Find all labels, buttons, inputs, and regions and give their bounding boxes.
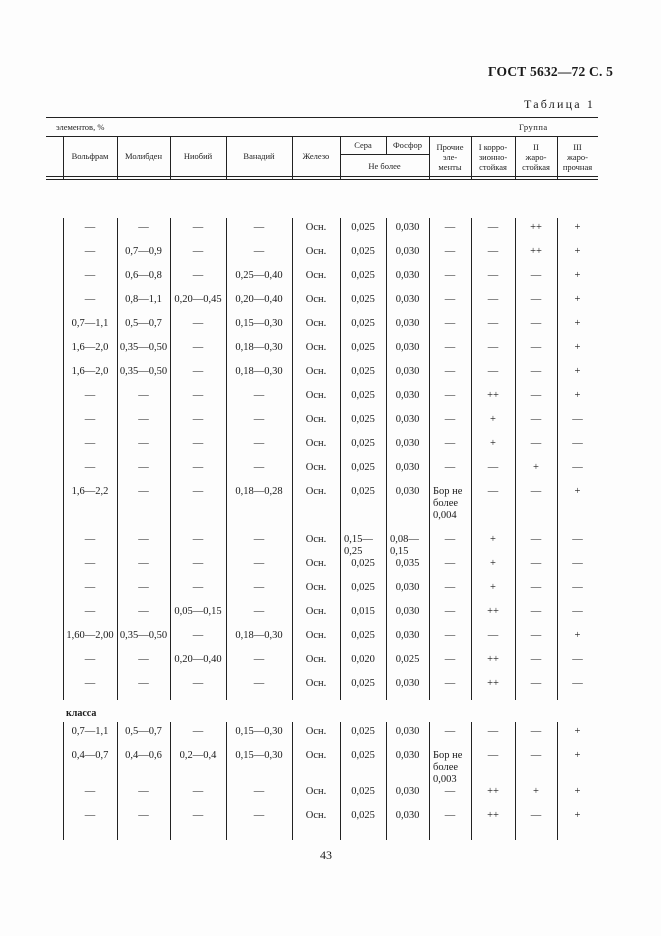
cell-other: — bbox=[444, 558, 456, 569]
cell-w: 1,60—2,00 bbox=[66, 630, 114, 641]
cell-nb: — bbox=[192, 414, 204, 425]
col-group-1: I корро- зионно- стойкая bbox=[478, 142, 508, 172]
cell-s: 0,025 bbox=[351, 366, 375, 377]
cell-fe: Осн. bbox=[305, 438, 327, 449]
cell-g1: ++ bbox=[487, 810, 499, 821]
cell-s: 0,025 bbox=[351, 222, 375, 233]
cell-p: 0,030 bbox=[395, 630, 420, 641]
cell-g1: ++ bbox=[487, 390, 499, 401]
cell-mo: 0,4—0,6 bbox=[125, 750, 162, 761]
cell-nb: — bbox=[192, 390, 204, 401]
cell-g3: — bbox=[572, 534, 583, 545]
cell-nb: — bbox=[192, 558, 204, 569]
cell-g2: — bbox=[530, 654, 542, 665]
cell-v: — bbox=[253, 438, 265, 449]
cell-w: — bbox=[84, 270, 96, 281]
cell-v: — bbox=[253, 654, 265, 665]
cell-other: — bbox=[444, 390, 456, 401]
cell-v: 0,18—0,30 bbox=[235, 366, 283, 377]
cell-fe: Осн. bbox=[305, 294, 327, 305]
col-sulfur: Сера bbox=[354, 140, 372, 150]
cell-g3: — bbox=[572, 606, 583, 617]
cell-p: 0,030 bbox=[395, 486, 420, 497]
cell-g1: — bbox=[487, 294, 499, 305]
cell-other: — bbox=[444, 654, 456, 665]
cell-p: 0,030 bbox=[395, 786, 420, 797]
cell-s: 0,025 bbox=[351, 678, 375, 689]
cell-nb: 0,20—0,45 bbox=[174, 294, 222, 305]
cell-g2: — bbox=[530, 294, 542, 305]
cell-g3: + bbox=[574, 318, 581, 329]
cell-w: 0,4—0,7 bbox=[71, 750, 109, 761]
cell-w: 1,6—2,0 bbox=[71, 366, 109, 377]
cell-w: — bbox=[84, 810, 96, 821]
cell-g2: — bbox=[530, 366, 542, 377]
cell-other: — bbox=[444, 318, 456, 329]
cell-p: 0,030 bbox=[395, 366, 420, 377]
cell-other: — bbox=[444, 366, 456, 377]
cell-g1: ++ bbox=[487, 606, 499, 617]
cell-g2: — bbox=[530, 750, 542, 761]
cell-w: 1,6—2,0 bbox=[71, 342, 109, 353]
cell-nb: 0,20—0,40 bbox=[174, 654, 222, 665]
cell-mo: — bbox=[138, 678, 149, 689]
cell-w: — bbox=[84, 534, 96, 545]
cell-fe: Осн. bbox=[305, 462, 327, 473]
cell-fe: Осн. bbox=[305, 342, 327, 353]
cell-g1: — bbox=[487, 750, 499, 761]
cell-g3: — bbox=[572, 462, 583, 473]
cell-g2: — bbox=[530, 678, 542, 689]
cell-nb: 0,05—0,15 bbox=[174, 606, 222, 617]
cell-s: 0,025 bbox=[351, 486, 375, 497]
cell-nb: — bbox=[192, 486, 204, 497]
cell-g2: + bbox=[533, 786, 539, 797]
cell-mo: 0,35—0,50 bbox=[119, 630, 168, 641]
cell-s: 0,025 bbox=[351, 294, 375, 305]
cell-g1: — bbox=[487, 486, 499, 497]
cell-v: — bbox=[253, 414, 265, 425]
col-vanadium: Ванадий bbox=[243, 151, 275, 161]
cell-g2: — bbox=[530, 390, 542, 401]
cell-fe: Осн. bbox=[305, 486, 327, 497]
cell-s: 0,025 bbox=[351, 726, 375, 737]
cell-fe: Осн. bbox=[305, 366, 327, 377]
cell-g2: — bbox=[530, 270, 542, 281]
cell-v: — bbox=[253, 582, 265, 593]
cell-mo: — bbox=[138, 810, 149, 821]
cell-p: 0,030 bbox=[395, 414, 420, 425]
cell-g1: ++ bbox=[487, 654, 499, 665]
cell-mo: — bbox=[138, 390, 149, 401]
cell-v: — bbox=[253, 606, 265, 617]
cell-g2: — bbox=[530, 558, 542, 569]
cell-v: 0,18—0,30 bbox=[235, 342, 283, 353]
cell-g1: + bbox=[490, 438, 496, 449]
cell-p: 0,025 bbox=[395, 654, 420, 665]
cell-nb: — bbox=[192, 222, 204, 233]
cell-nb: — bbox=[192, 438, 204, 449]
cell-nb: — bbox=[192, 786, 204, 797]
cell-g2: — bbox=[530, 630, 542, 641]
cell-g3: + bbox=[574, 486, 581, 497]
cell-v: 0,18—0,28 bbox=[235, 486, 283, 497]
cell-g2: ++ bbox=[530, 222, 542, 233]
cell-g2: — bbox=[530, 318, 542, 329]
cell-w: 0,7—1,1 bbox=[71, 726, 109, 737]
cell-v: — bbox=[253, 786, 265, 797]
cell-fe: Осн. bbox=[305, 606, 327, 617]
cell-p: 0,030 bbox=[395, 606, 420, 617]
cell-other: — bbox=[444, 438, 456, 449]
cell-w: — bbox=[84, 582, 96, 593]
cell-w: — bbox=[84, 786, 96, 797]
cell-w: — bbox=[84, 438, 96, 449]
col-not-more: Не более bbox=[368, 161, 401, 171]
cell-mo: 0,7—0,9 bbox=[125, 246, 162, 257]
cell-p: 0,030 bbox=[395, 726, 420, 737]
cell-s: 0,025 bbox=[351, 342, 375, 353]
cell-nb: — bbox=[192, 246, 204, 257]
col-other: Прочие эле- менты bbox=[436, 142, 464, 172]
cell-nb: — bbox=[192, 726, 204, 737]
cell-w: — bbox=[84, 606, 96, 617]
cell-mo: 0,5—0,7 bbox=[125, 318, 162, 329]
cell-other: — bbox=[444, 342, 456, 353]
cell-g3: + bbox=[574, 342, 581, 353]
cell-fe: Осн. bbox=[305, 582, 327, 593]
cell-mo: — bbox=[138, 582, 149, 593]
cell-s: 0,015 bbox=[351, 606, 375, 617]
cell-other: — bbox=[444, 222, 456, 233]
cell-v: 0,18—0,30 bbox=[235, 630, 283, 641]
cell-v: — bbox=[253, 462, 265, 473]
cell-g1: — bbox=[487, 726, 499, 737]
cell-fe: Осн. bbox=[305, 246, 327, 257]
cell-fe: Осн. bbox=[305, 654, 327, 665]
cell-fe: Осн. bbox=[305, 390, 327, 401]
cell-p: 0,030 bbox=[395, 438, 420, 449]
cell-g2: — bbox=[530, 486, 542, 497]
cell-mo: — bbox=[138, 222, 149, 233]
cell-g3: + bbox=[574, 294, 581, 305]
cell-fe: Осн. bbox=[305, 534, 327, 545]
cell-v: — bbox=[253, 810, 265, 821]
cell-w: — bbox=[84, 222, 96, 233]
cell-fe: Осн. bbox=[305, 222, 327, 233]
document-code: ГОСТ 5632—72 С. 5 bbox=[488, 64, 614, 79]
header-top-rule bbox=[46, 117, 598, 118]
cell-w: — bbox=[84, 414, 96, 425]
cell-w: — bbox=[84, 246, 96, 257]
cell-g1: — bbox=[487, 270, 499, 281]
cell-g3: + bbox=[574, 726, 581, 737]
cell-g1: — bbox=[487, 318, 499, 329]
cell-s: 0,025 bbox=[351, 750, 375, 761]
cell-s: 0,025 bbox=[351, 786, 375, 797]
cell-g1: — bbox=[487, 462, 499, 473]
cell-fe: Осн. bbox=[305, 810, 327, 821]
page-number: 43 bbox=[320, 848, 332, 862]
col-niobium: Ниобий bbox=[183, 151, 213, 161]
cell-v: — bbox=[253, 534, 265, 545]
cell-p: 0,035 bbox=[395, 558, 420, 569]
cell-other: — bbox=[444, 630, 456, 641]
cell-w: — bbox=[84, 654, 96, 665]
cell-s: 0,020 bbox=[351, 654, 375, 665]
cell-g3: — bbox=[572, 558, 583, 569]
cell-other: — bbox=[444, 678, 456, 689]
cell-nb: — bbox=[192, 462, 204, 473]
cell-fe: Осн. bbox=[305, 270, 327, 281]
cell-nb: — bbox=[192, 270, 204, 281]
cell-s: 0,025 bbox=[351, 438, 375, 449]
cell-g2: — bbox=[530, 438, 542, 449]
cell-mo: — bbox=[138, 606, 149, 617]
cell-other: — bbox=[444, 786, 456, 797]
cell-g3: + bbox=[574, 366, 581, 377]
cell-g3: — bbox=[572, 438, 583, 449]
cell-other: — bbox=[444, 462, 456, 473]
cell-s: 0,025 bbox=[351, 810, 375, 821]
cell-p: 0,030 bbox=[395, 582, 420, 593]
cell-p: 0,030 bbox=[395, 750, 420, 761]
cell-nb: 0,2—0,4 bbox=[179, 750, 217, 761]
col-iron: Железо bbox=[302, 151, 330, 161]
cell-other: — bbox=[444, 246, 456, 257]
cell-g1: — bbox=[487, 222, 499, 233]
cell-nb: — bbox=[192, 366, 204, 377]
cell-w: — bbox=[84, 558, 96, 569]
group-label: Группа bbox=[519, 122, 548, 132]
col-group-2: II жаро- стойкая bbox=[522, 142, 550, 172]
cell-mo: — bbox=[138, 558, 149, 569]
cell-mo: — bbox=[138, 438, 149, 449]
cell-nb: — bbox=[192, 630, 204, 641]
cell-g1: ++ bbox=[487, 786, 499, 797]
cell-mo: — bbox=[138, 462, 149, 473]
cell-other: — bbox=[444, 582, 456, 593]
section-label: класса bbox=[66, 708, 97, 719]
cell-w: — bbox=[84, 462, 96, 473]
cell-mo: — bbox=[138, 654, 149, 665]
cell-w: — bbox=[84, 678, 96, 689]
cell-g3: — bbox=[572, 678, 583, 689]
cell-s: 0,025 bbox=[351, 246, 375, 257]
cell-p: 0,030 bbox=[395, 342, 420, 353]
cell-other: — bbox=[444, 606, 456, 617]
cell-p: 0,030 bbox=[395, 222, 420, 233]
cell-p: 0,030 bbox=[395, 294, 420, 305]
col-group-3: III жаро- прочная bbox=[562, 142, 593, 172]
cell-g2: — bbox=[530, 414, 542, 425]
cell-g1: ++ bbox=[487, 678, 499, 689]
cell-fe: Осн. bbox=[305, 678, 327, 689]
cell-fe: Осн. bbox=[305, 726, 327, 737]
cell-mo: 0,5—0,7 bbox=[125, 726, 162, 737]
cell-fe: Осн. bbox=[305, 750, 327, 761]
cell-other: — bbox=[444, 414, 456, 425]
cell-s: 0,025 bbox=[351, 318, 375, 329]
header-sp-rule bbox=[340, 154, 429, 155]
cell-g1: — bbox=[487, 366, 499, 377]
cell-g3: — bbox=[572, 654, 583, 665]
cell-mo: — bbox=[138, 534, 149, 545]
col-phosphorus: Фосфор bbox=[392, 140, 423, 150]
col-molybdenum: Молибден bbox=[124, 151, 163, 161]
cell-mo: — bbox=[138, 486, 149, 497]
cell-g2: — bbox=[530, 606, 542, 617]
cell-g3: — bbox=[572, 414, 583, 425]
cell-w: 1,6—2,2 bbox=[71, 486, 109, 497]
cell-nb: — bbox=[192, 318, 204, 329]
cell-s: 0,025 bbox=[351, 270, 375, 281]
cell-g3: + bbox=[574, 246, 581, 257]
cell-g3: + bbox=[574, 810, 581, 821]
cell-p: 0,030 bbox=[395, 318, 420, 329]
cell-v: 0,15—0,30 bbox=[235, 726, 283, 737]
cell-other: — bbox=[444, 726, 456, 737]
cell-v: — bbox=[253, 678, 265, 689]
cell-g3: + bbox=[574, 390, 581, 401]
cell-fe: Осн. bbox=[305, 786, 327, 797]
cell-p: 0,030 bbox=[395, 810, 420, 821]
cell-fe: Осн. bbox=[305, 318, 327, 329]
cell-nb: — bbox=[192, 342, 204, 353]
cell-mo: 0,6—0,8 bbox=[125, 270, 162, 281]
cell-g1: — bbox=[487, 630, 499, 641]
cell-g2: ++ bbox=[530, 246, 542, 257]
cell-p: 0,030 bbox=[395, 246, 420, 257]
cell-p: 0,08—0,15 bbox=[390, 534, 419, 557]
cell-g1: + bbox=[490, 534, 496, 545]
cell-p: 0,030 bbox=[395, 270, 420, 281]
cell-g1: — bbox=[487, 246, 499, 257]
cell-fe: Осн. bbox=[305, 414, 327, 425]
cell-g3: + bbox=[574, 786, 581, 797]
cell-s: 0,025 bbox=[351, 582, 375, 593]
cell-g3: — bbox=[572, 582, 583, 593]
cell-g1: + bbox=[490, 582, 496, 593]
cell-g1: + bbox=[490, 414, 496, 425]
cell-w: — bbox=[84, 294, 96, 305]
cell-s: 0,025 bbox=[351, 630, 375, 641]
cell-nb: — bbox=[192, 582, 204, 593]
cell-other: Бор не более 0,004 bbox=[433, 486, 463, 521]
cell-other: — bbox=[444, 534, 456, 545]
cell-fe: Осн. bbox=[305, 630, 327, 641]
cell-s: 0,025 bbox=[351, 462, 375, 473]
table-title: Таблица 1 bbox=[524, 97, 596, 111]
cell-other: — bbox=[444, 270, 456, 281]
cell-g1: + bbox=[490, 558, 496, 569]
cell-p: 0,030 bbox=[395, 678, 420, 689]
cell-v: 0,15—0,30 bbox=[235, 318, 283, 329]
cell-mo: — bbox=[138, 786, 149, 797]
cell-nb: — bbox=[192, 678, 204, 689]
cell-mo: 0,35—0,50 bbox=[119, 366, 168, 377]
cell-g3: + bbox=[574, 630, 581, 641]
col-tungsten: Вольфрам bbox=[71, 151, 109, 161]
cell-s: 0,025 bbox=[351, 414, 375, 425]
cell-v: — bbox=[253, 558, 265, 569]
cell-v: — bbox=[253, 390, 265, 401]
cell-g2: + bbox=[533, 462, 539, 473]
cell-g2: — bbox=[530, 582, 542, 593]
cell-v: 0,20—0,40 bbox=[235, 294, 283, 305]
elements-label: элементов, % bbox=[56, 122, 105, 132]
cell-p: 0,030 bbox=[395, 390, 420, 401]
cell-g2: — bbox=[530, 726, 542, 737]
cell-v: 0,15—0,30 bbox=[235, 750, 283, 761]
cell-g3: + bbox=[574, 222, 581, 233]
cell-fe: Осн. bbox=[305, 558, 327, 569]
cell-mo: 0,35—0,50 bbox=[119, 342, 168, 353]
cell-v: — bbox=[253, 222, 265, 233]
cell-g2: — bbox=[530, 810, 542, 821]
cell-g2: — bbox=[530, 534, 542, 545]
cell-w: — bbox=[84, 390, 96, 401]
cell-g3: + bbox=[574, 270, 581, 281]
cell-other: Бор не более 0,003 bbox=[433, 750, 463, 785]
cell-g2: — bbox=[530, 342, 542, 353]
cell-v: — bbox=[253, 246, 265, 257]
cell-s: 0,15—0,25 bbox=[344, 534, 373, 557]
cell-p: 0,030 bbox=[395, 462, 420, 473]
cell-v: 0,25—0,40 bbox=[235, 270, 283, 281]
cell-g3: + bbox=[574, 750, 581, 761]
cell-w: 0,7—1,1 bbox=[71, 318, 109, 329]
cell-other: — bbox=[444, 294, 456, 305]
cell-other: — bbox=[444, 810, 456, 821]
cell-g1: — bbox=[487, 342, 499, 353]
cell-mo: — bbox=[138, 414, 149, 425]
cell-mo: 0,8—1,1 bbox=[125, 294, 162, 305]
cell-s: 0,025 bbox=[351, 558, 375, 569]
cell-nb: — bbox=[192, 534, 204, 545]
cell-nb: — bbox=[192, 810, 204, 821]
cell-s: 0,025 bbox=[351, 390, 375, 401]
